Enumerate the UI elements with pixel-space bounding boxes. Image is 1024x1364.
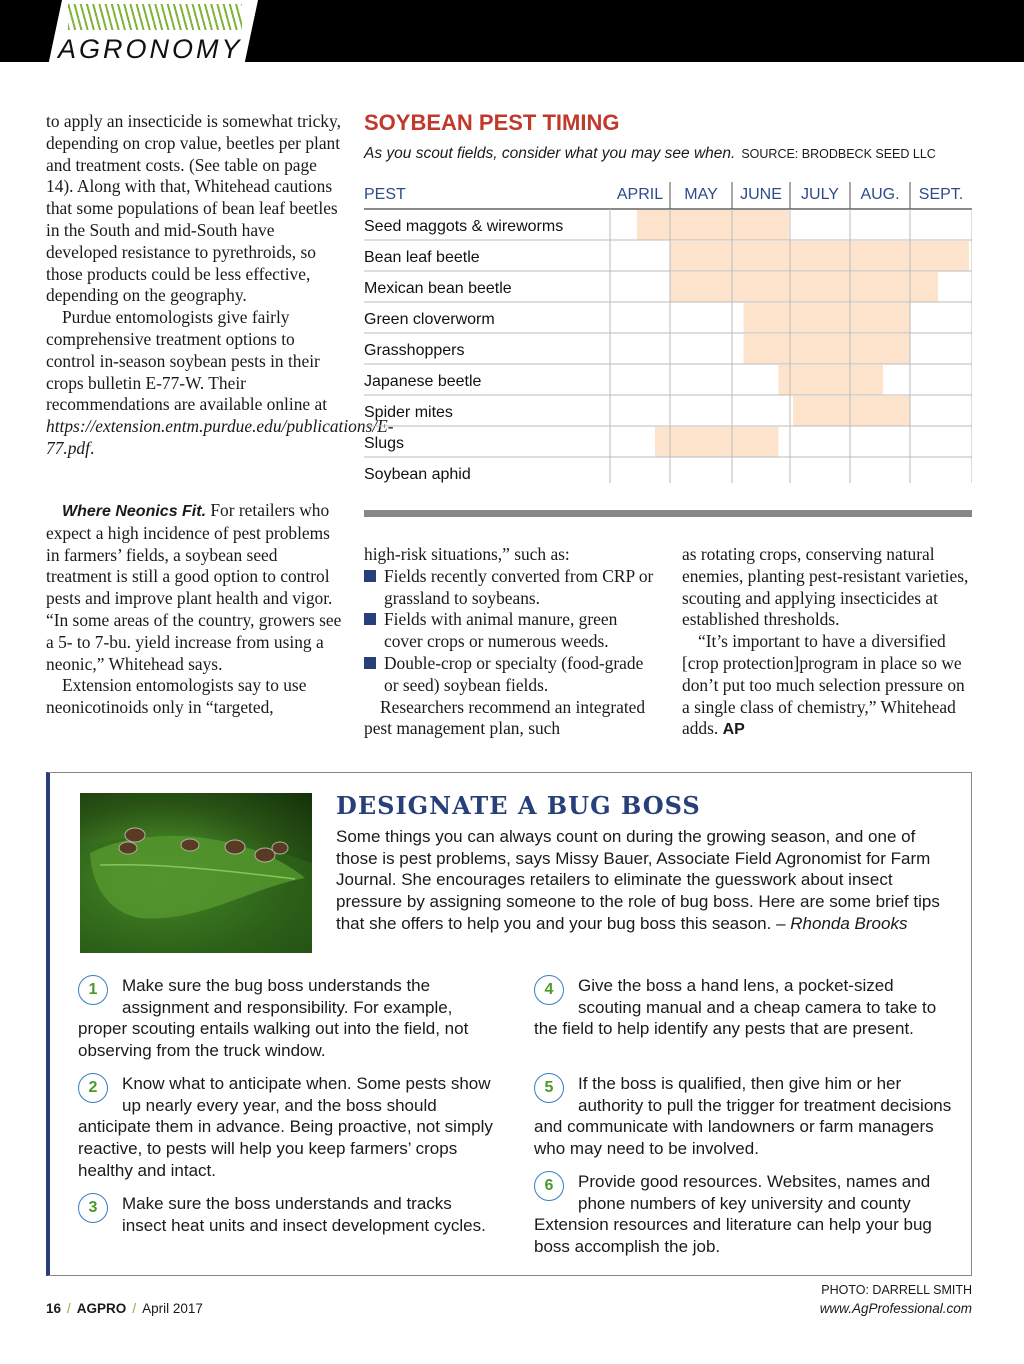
tip-number-badge: 3 — [78, 1193, 108, 1223]
article-column-3 — [682, 544, 974, 741]
tip-number-badge: 2 — [78, 1073, 108, 1103]
article-column-1-bottom — [46, 500, 344, 719]
article-text: “It’s important to have a diversified [crop protection]program in place so we don’t put too much selection pressure on a single class of chemistry,” Whitehead adds. — [682, 631, 965, 739]
tip-item — [78, 1193, 498, 1236]
bullet-square-icon — [364, 657, 376, 669]
bullet-item — [364, 566, 654, 610]
chart-month-label: JULY — [801, 186, 839, 203]
leaf-illustration — [80, 793, 312, 953]
article-paragraph: to apply an insecticide is somewhat tricky, depending on crop value, beetles per plant and treatment costs. (See table on page 14). Along with that, Whitehead cautions that some populations of bean leaf beetles in the South and mid-South have developed resistance to pyrethroids, so those products could be less effective, depending on the geography. — [46, 111, 341, 306]
article-text: Purdue entomologists give fairly comprehensive treatment options to control in-season soybean pests in their crops bulletin E-77-W. Their recommendations are available online at — [46, 307, 328, 415]
chart-timing-bar — [778, 365, 883, 395]
chart-pest-label: Seed maggots & wireworms — [364, 218, 564, 235]
article-paragraph: high-risk situations,” such as: — [364, 544, 570, 564]
chart-timing-bar — [744, 303, 910, 333]
chart-month-label: APRIL — [616, 186, 664, 203]
article-column-2 — [364, 544, 654, 740]
sidebar-intro-text: Some things you can always count on during the growing season, and one of those is pest problems, says Missy Bauer, Associate Field Agronomist for Farm Journal. She encourages retailers to eliminate the guesswork about insect pressure by assigning someone to the role of bug boss. Here are some brief tips that she offers to help you and your bug boss this season. – — [336, 827, 940, 933]
chart-pest-label: Japanese beetle — [364, 373, 482, 390]
chart-timing-bar — [744, 334, 910, 364]
bullet-item — [364, 609, 654, 653]
tip-item — [534, 1073, 954, 1160]
article-paragraph: Extension entomologists say to use neonicotinoids only in “targeted, — [46, 675, 307, 718]
section-title: AGRONOMY — [58, 34, 243, 64]
chart-subtitle-text: As you scout fields, consider what you may see when. — [364, 145, 736, 162]
tip-text: Give the boss a hand lens, a pocket-sized scouting manual and a cheap camera to take to the field to help identify any pests that are present. — [534, 976, 937, 1039]
footer-folio — [46, 1301, 203, 1316]
page-number: 16 — [46, 1301, 62, 1316]
separator: / — [132, 1301, 137, 1316]
sidebar-author: Rhonda Brooks — [790, 913, 908, 933]
article-text: For retailers who expect a high incidence of pest problems in farmers’ fields, a soybean seed treatment is still a good option to control pests and improve plant health and vigor. “In some areas of the country, growers see a 5- to 7-bu. yield increase from using a neonic,” Whitehead says. — [46, 500, 342, 674]
separator: / — [67, 1301, 71, 1316]
chart-month-label: MAY — [684, 186, 718, 203]
bullet-square-icon — [364, 613, 376, 625]
chart-pest-label: Spider mites — [364, 404, 453, 421]
chart-timing-bar — [637, 210, 789, 240]
tip-text: Know what to anticipate when. Some pests show up nearly every year, and the boss should anticipate them in advance. Being proactive, not simply reactive, to pests will help you keep farmers’ crops healthy and intact. — [78, 1074, 493, 1180]
photo-credit: PHOTO: DARRELL SMITH — [821, 1283, 972, 1297]
sidebar-title: DESIGNATE A BUG BOSS — [336, 791, 701, 820]
chart-pest-label: Bean leaf beetle — [364, 249, 480, 266]
article-text: . — [89, 437, 95, 458]
tip-text: Make sure the boss understands and tracks insect heat units and insect development cycles. — [122, 1194, 486, 1235]
header-hatch-decoration — [68, 4, 242, 30]
chart-pest-label: Green cloverworm — [364, 311, 495, 328]
chart-timing-bar — [670, 241, 969, 271]
tip-number-badge: 1 — [78, 975, 108, 1005]
tip-number-badge: 5 — [534, 1073, 564, 1103]
chart-title: SOYBEAN PEST TIMING — [364, 110, 620, 135]
subhead-runin: Where Neonics Fit. — [62, 503, 207, 520]
chart-month-label: AUG. — [860, 186, 900, 203]
chart-pest-label: Soybean aphid — [364, 466, 471, 483]
section-header — [0, 0, 1024, 62]
article-paragraph — [682, 631, 974, 741]
article-paragraph: as rotating crops, conserving natural enemies, planting pest-resistant varieties, scouting and applying insecticides at established thresholds. — [682, 544, 969, 630]
issue-date: April 2017 — [142, 1301, 203, 1316]
tip-number-badge: 4 — [534, 975, 564, 1005]
pest-timing-chart — [364, 178, 972, 483]
bullet-text: Fields recently converted from CRP or grassland to soybeans. — [384, 565, 654, 608]
tip-item — [534, 975, 954, 1040]
chart-month-label: SEPT. — [918, 186, 964, 203]
chart-source: SOURCE: BRODBECK SEED LLC — [741, 147, 936, 161]
chart-pest-label: Grasshoppers — [364, 342, 465, 359]
chart-pest-label: Mexican bean beetle — [364, 280, 512, 297]
chart-subtitle — [364, 145, 936, 163]
tip-item — [78, 1073, 498, 1182]
tip-item — [78, 975, 498, 1062]
tip-text: If the boss is qualified, then give him or her authority to pull the trigger for treatment decisions and communicate with landowners or farm managers who may need to be involved. — [534, 1074, 952, 1159]
article-url[interactable]: https://extension.entm.purdue.edu/publications/E-77.pdf — [46, 416, 394, 458]
tip-item — [534, 1171, 954, 1258]
chart-month-label: JUNE — [740, 186, 782, 203]
end-sign: AP — [722, 721, 745, 739]
tip-number-badge: 6 — [534, 1171, 564, 1201]
chart-timing-bar — [655, 427, 778, 457]
bullet-square-icon — [364, 570, 376, 582]
chart-pest-label: Slugs — [364, 435, 405, 452]
article-paragraph: Researchers recommend an integrated pest management plan, such — [364, 696, 646, 739]
publication-name: AGPRO — [76, 1301, 127, 1316]
chart-column-header-pest: PEST — [364, 186, 406, 203]
beetles-on-leaf-photo — [80, 793, 312, 953]
bullet-text: Double-crop or specialty (food-grade or seed) soybean fields. — [384, 652, 644, 695]
sidebar-intro — [336, 826, 950, 935]
article-paragraph — [46, 500, 344, 675]
tip-text: Make sure the bug boss understands the assignment and responsibility. For example, proper scouting entails walking out into the field, not observing from the truck window. — [78, 976, 469, 1061]
tip-text: Provide good resources. Websites, names and phone numbers of key university and county Extension resources and literature can help your bug boss accomplish the job. — [534, 1172, 932, 1257]
chart-timing-bar — [793, 396, 910, 426]
bullet-item — [364, 653, 654, 697]
bullet-text: Fields with animal manure, green cover crops or numerous weeds. — [384, 609, 618, 652]
chart-timing-bar — [670, 272, 938, 302]
footer-website[interactable]: www.AgProfessional.com — [819, 1301, 972, 1316]
chart-bottom-rule — [364, 510, 972, 517]
